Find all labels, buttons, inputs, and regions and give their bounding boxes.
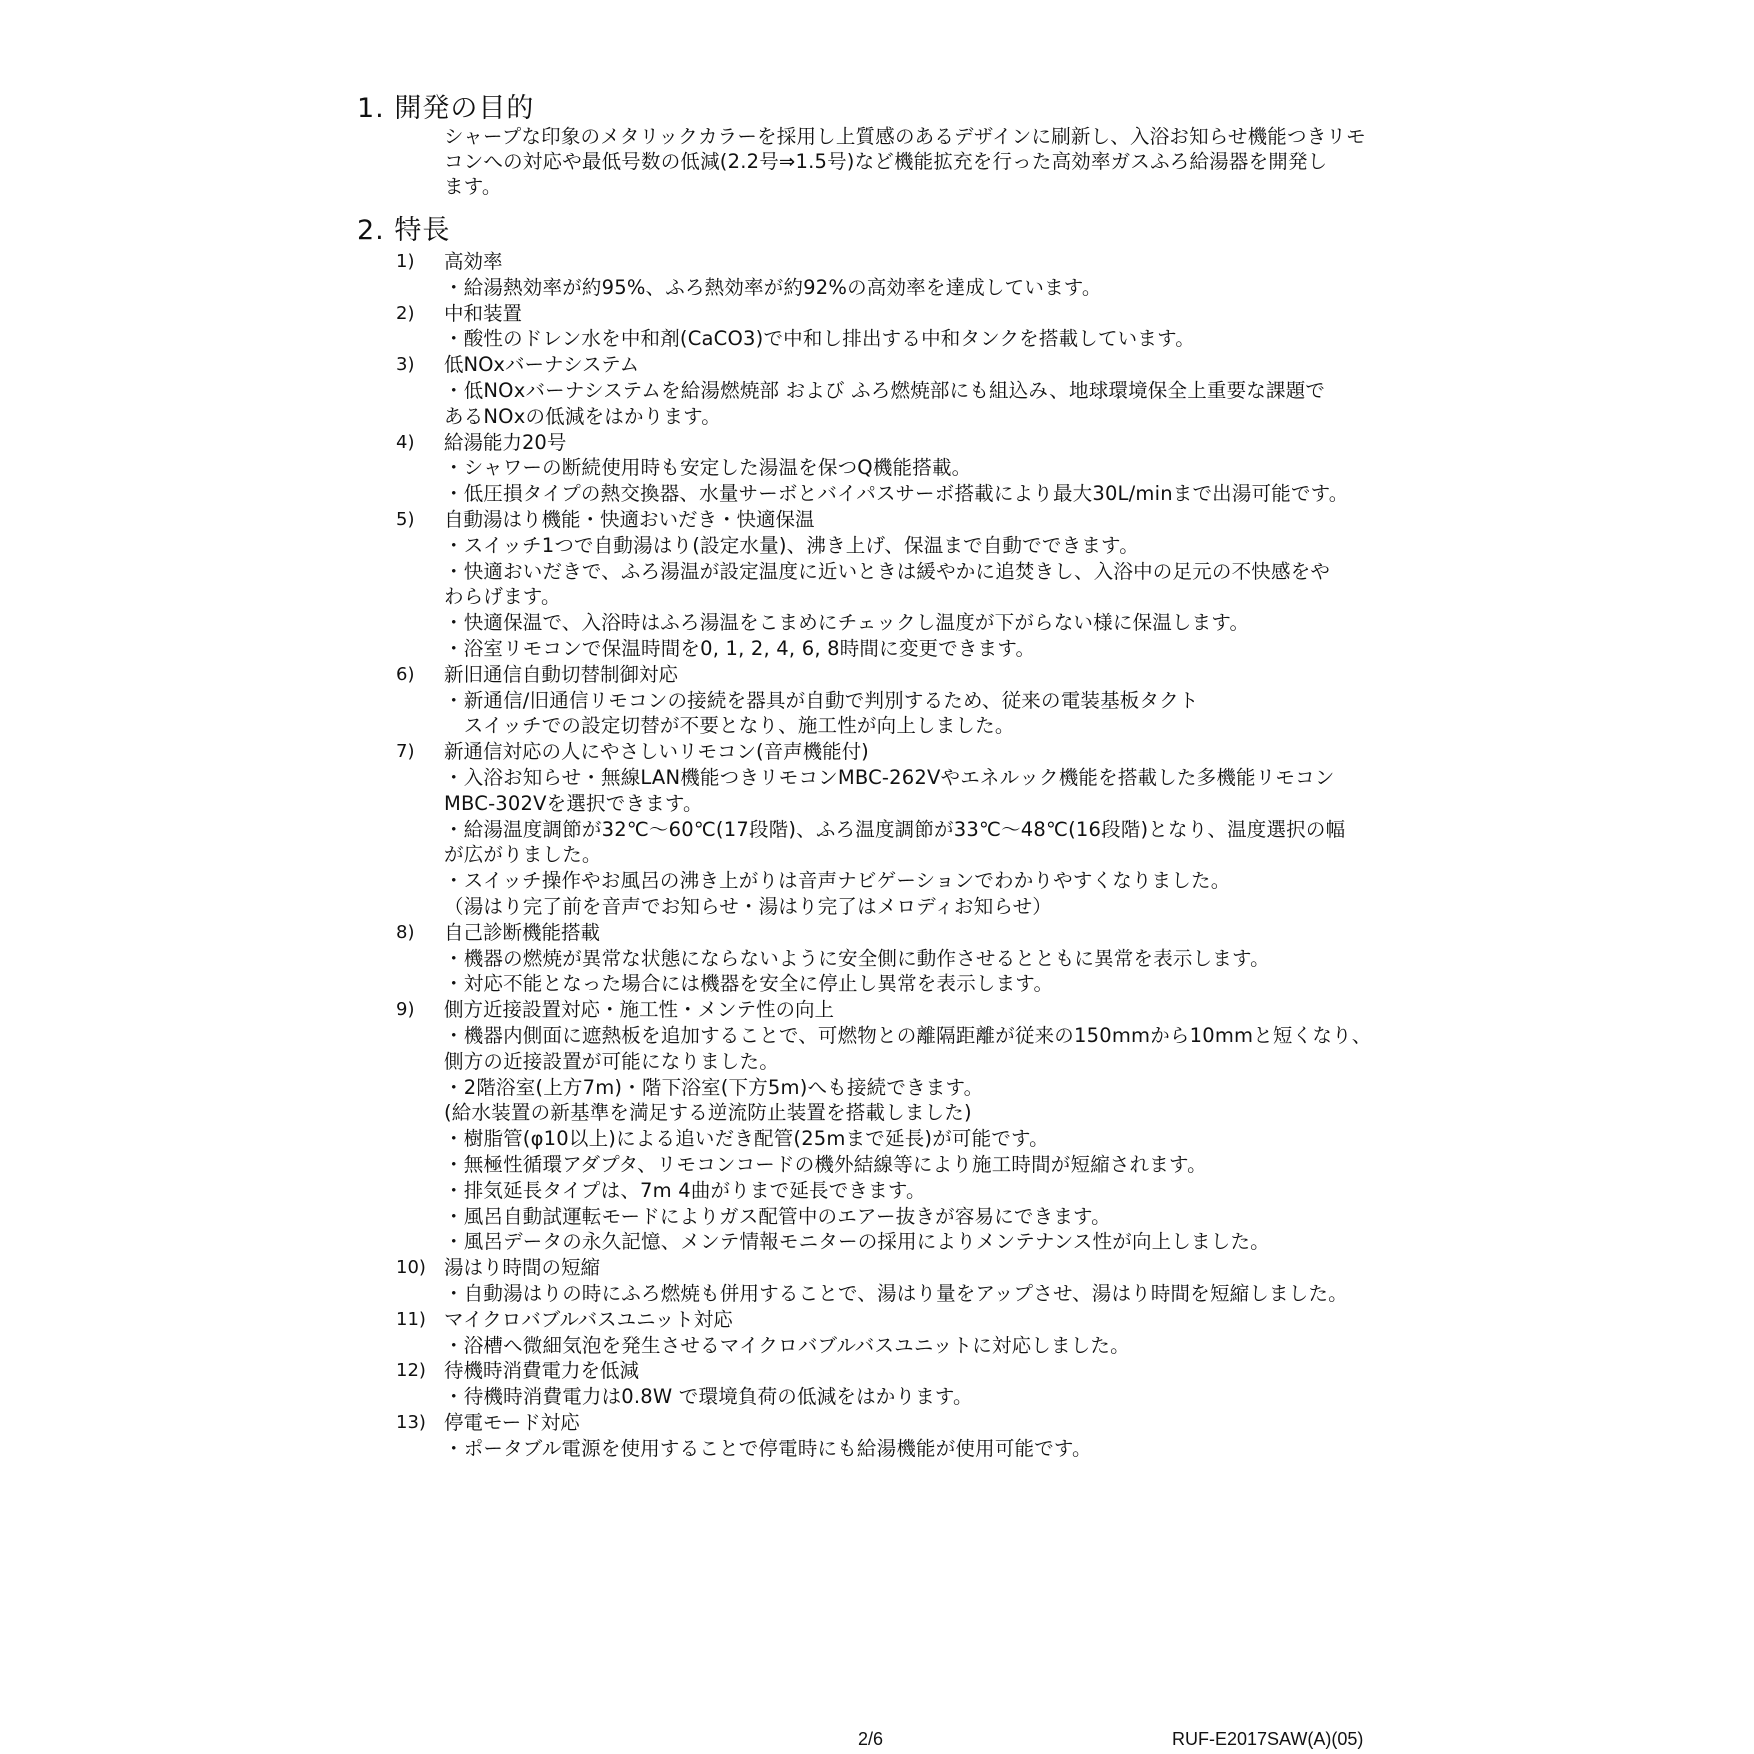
feature-line: ・機器内側面に遮熱板を追加することで、可燃物との離隔距離が従来の150mmから10mmと短くなり、 (444, 1024, 1372, 1047)
feature-line: ・酸性のドレン水を中和剤(CaCO3)で中和し排出する中和タンクを搭載しています。 (444, 327, 1195, 351)
feature-number: 7) (396, 741, 415, 763)
paragraph-line: コンへの対応や最低号数の低減(2.2号⇒1.5号)など機能拡充を行った高効率ガスふろ給湯器を開発し (444, 150, 1328, 173)
feature-title: 自動湯はり機能・快適おいだき・快適保温 (444, 508, 815, 531)
feature-line: ・シャワーの断続使用時も安定した湯温を保つQ機能搭載。 (444, 456, 972, 480)
feature-line: ・対応不能となった場合には機器を安全に停止し異常を表示します。 (444, 972, 1054, 996)
feature-line: スイッチでの設定切替が不要となり、施工性が向上しました。 (444, 714, 1015, 738)
feature-number: 5) (396, 509, 415, 530)
feature-line: ・無極性循環アダプタ、リモコンコードの機外結線等により施工時間が短縮されます。 (444, 1153, 1207, 1176)
feature-line: ・機器の燃焼が異常な状態にならないように安全側に動作させるとともに異常を表示します。 (444, 946, 1270, 970)
feature-number: 2) (396, 302, 415, 324)
feature-line: ・快適保温で、入浴時はふろ湯温をこまめにチェックし温度が下がらない様に保温します。 (444, 611, 1250, 635)
feature-line: MBC-302Vを選択できます。 (444, 791, 703, 815)
feature-title: マイクロバブルバスユニット対応 (444, 1307, 733, 1331)
paragraph-line: シャープな印象のメタリックカラーを採用し上質感のあるデザインに刷新し、入浴お知らせ機能つきリモ (444, 125, 1366, 148)
feature-title: 新通信対応の人にやさしいリモコン(音声機能付) (444, 740, 869, 764)
feature-line: が広がりました。 (444, 843, 602, 867)
feature-line: わらげます。 (444, 585, 561, 609)
feature-line: ・浴室リモコンで保温時間を0, 1, 2, 4, 6, 8時間に変更できます。 (444, 637, 1036, 660)
feature-line: ・低圧損タイプの熱交換器、水量サーボとバイパスサーボ搭載により最大30L/minまで出湯可能です。 (444, 482, 1349, 506)
feature-line: ・樹脂管(φ10以上)による追いだき配管(25mまで延長)が可能です。 (444, 1127, 1049, 1151)
feature-line: ・給湯熱効率が約95%、ふろ熱効率が約92%の高効率を達成しています。 (444, 275, 1102, 299)
feature-title: 湯はり時間の短縮 (444, 1256, 601, 1280)
feature-line: ・ポータブル電源を使用することで停電時にも給湯機能が使用可能です。 (444, 1436, 1092, 1460)
feature-number: 1) (396, 251, 415, 272)
feature-line: ・風呂データの永久記憶、メンテ情報モニターの採用によりメンテナンス性が向上しました。 (444, 1230, 1270, 1254)
feature-line: ・待機時消費電力は0.8W で環境負荷の低減をはかります。 (444, 1385, 973, 1409)
feature-title: 新旧通信自動切替制御対応 (444, 662, 679, 686)
section-title: 2. 特長 (357, 215, 451, 246)
feature-title: 中和装置 (444, 301, 523, 325)
feature-line: ・排気延長タイプは、7m 4曲がりまで延長できます。 (444, 1178, 926, 1202)
feature-line: ・自動湯はりの時にふろ燃焼も併用することで、湯はり量をアップさせ、湯はり時間を短縮しました。 (444, 1282, 1348, 1305)
feature-number: 4) (396, 431, 415, 453)
feature-title: 停電モード対応 (444, 1411, 580, 1434)
feature-title: 自己診断機能搭載 (444, 920, 601, 944)
feature-line: ・給湯温度調節が32℃～60℃(17段階)、ふろ温度調節が33℃～48℃(16段階)となり、温度選択の幅 (444, 817, 1346, 841)
feature-number: 11) (396, 1308, 426, 1330)
feature-line: あるNOxの低減をはかります。 (444, 404, 721, 428)
feature-line: ・入浴お知らせ・無線LAN機能つきリモコンMBC-262Vやエネルック機能を搭載した多機能リモコン (444, 766, 1335, 789)
feature-line: ・スイッチ1つで自動湯はり(設定水量)、沸き上げ、保温まで自動でできます。 (444, 533, 1139, 557)
document-id: RUF-E2017SAW(A)(05) (1172, 1729, 1364, 1749)
feature-number: 9) (396, 999, 415, 1021)
section-title: 1. 開発の目的 (357, 93, 535, 124)
feature-line: ・快適おいだきで、ふろ湯温が設定温度に近いときは緩やかに追焚きし、入浴中の足元の不快感をや (444, 559, 1331, 583)
feature-title: 給湯能力20号 (444, 430, 567, 454)
feature-line: ・新通信/旧通信リモコンの接続を器具が自動で判別するため、従来の電装基板タクト (444, 688, 1199, 712)
feature-line: ・スイッチ操作やお風呂の沸き上がりは音声ナビゲーションでわかりやすくなりました。 (444, 869, 1231, 893)
paragraph-line: ます。 (444, 175, 502, 198)
feature-line: 側方の近接設置が可能になりました。 (444, 1049, 779, 1073)
feature-line: ・浴槽へ微細気泡を発生させるマイクロバブルバスユニットに対応しました。 (444, 1333, 1130, 1357)
feature-line: (給水装置の新基準を満足する逆流防止装置を搭載しました) (444, 1101, 972, 1125)
feature-title: 低NOxバーナシステム (444, 353, 640, 377)
feature-title: 側方近接設置対応・施工性・メンテ性の向上 (444, 998, 835, 1022)
feature-number: 8) (396, 921, 415, 943)
page-number: 2/6 (858, 1729, 884, 1749)
feature-number: 10) (396, 1257, 426, 1279)
feature-title: 待機時消費電力を低減 (444, 1359, 640, 1383)
feature-title: 高効率 (444, 250, 503, 273)
feature-line: ・2階浴室(上方7m)・階下浴室(下方5m)へも接続できます。 (444, 1075, 984, 1099)
feature-number: 3) (396, 354, 415, 376)
feature-number: 13) (396, 1412, 426, 1433)
feature-line: ・風呂自動試運転モードによりガス配管中のエアー抜きが容易にできます。 (444, 1204, 1111, 1228)
feature-number: 6) (396, 663, 415, 685)
feature-number: 12) (396, 1360, 426, 1382)
feature-line: （湯はり完了前を音声でお知らせ・湯はり完了はメロディお知らせ） (444, 895, 1052, 918)
feature-line: ・低NOxバーナシステムを給湯燃焼部 および ふろ燃焼部にも組込み、地球環境保全上重要な課題で (444, 379, 1326, 402)
